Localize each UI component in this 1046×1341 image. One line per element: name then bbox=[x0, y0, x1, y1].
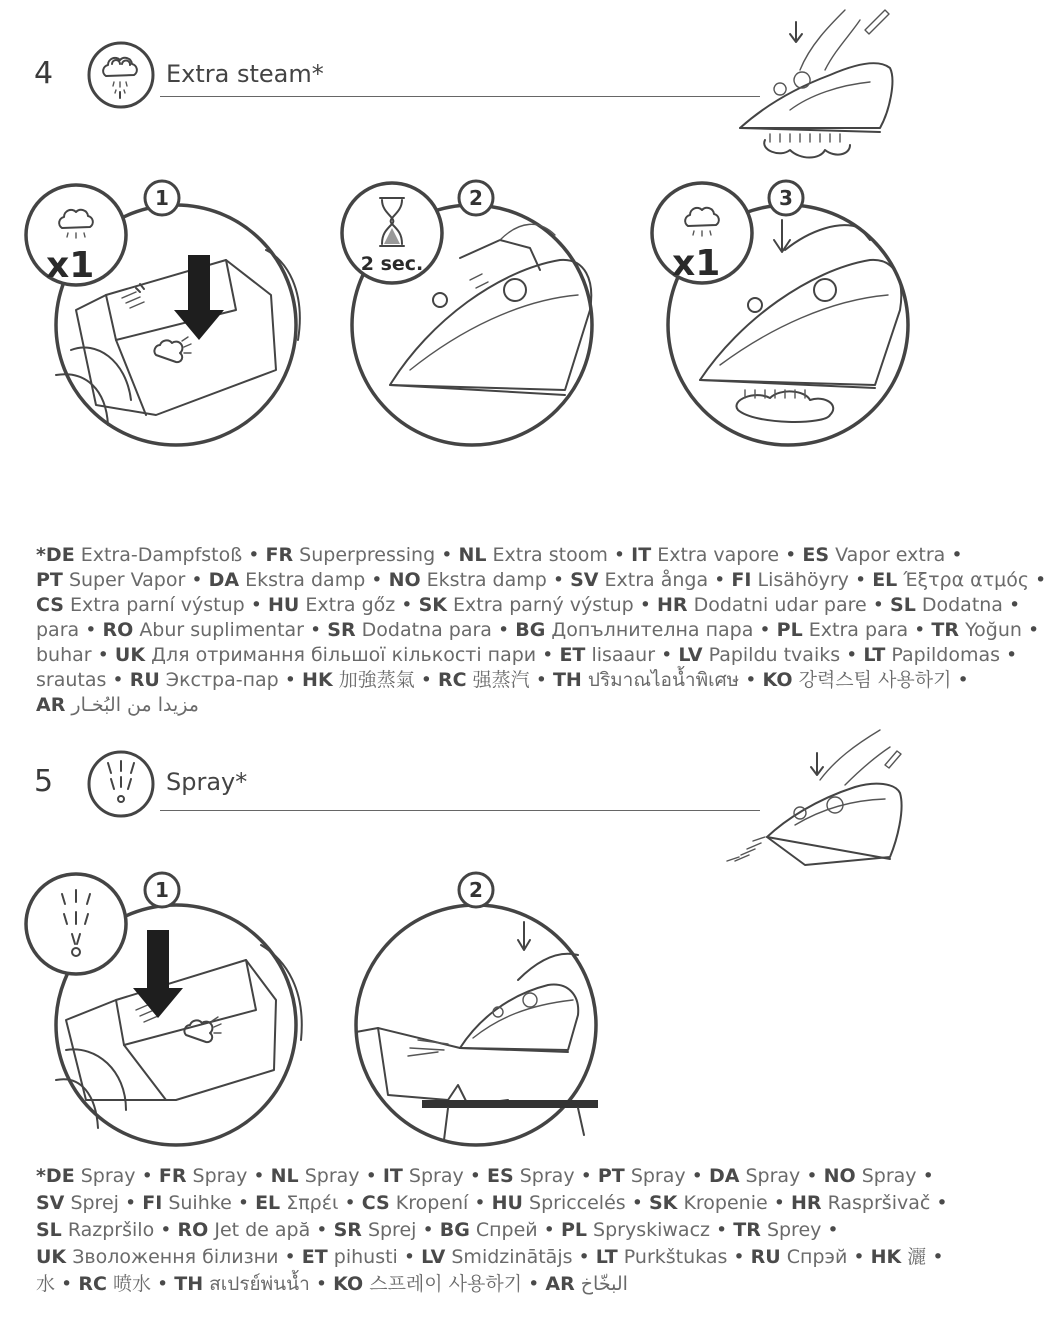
bullet-separator: • bbox=[303, 619, 328, 641]
language-code: PL bbox=[776, 619, 803, 641]
translation-line bbox=[36, 1217, 916, 1244]
language-code: HR bbox=[656, 594, 688, 616]
bullet-separator: • bbox=[739, 669, 763, 691]
translation-text: สเปรย์พ่นน้ำ bbox=[209, 1273, 310, 1295]
step-badge-1 bbox=[142, 178, 182, 218]
bullet-separator: • bbox=[1000, 644, 1018, 666]
language-code: SV bbox=[570, 569, 599, 591]
bullet-separator: • bbox=[185, 569, 209, 591]
language-code: RO bbox=[102, 619, 134, 641]
language-code: IT bbox=[382, 1165, 403, 1187]
language-code: DA bbox=[208, 569, 240, 591]
bullet-separator: • bbox=[1002, 594, 1021, 616]
step-3-count-label: x1 bbox=[672, 243, 721, 284]
language-code: SL bbox=[36, 1219, 62, 1241]
translation-text: Экстра-пар bbox=[165, 669, 279, 691]
language-code: NO bbox=[388, 569, 421, 591]
bullet-separator: • bbox=[79, 619, 103, 641]
language-code: RU bbox=[750, 1246, 781, 1268]
language-code: LV bbox=[678, 644, 703, 666]
translation-text: Sprej bbox=[70, 1192, 119, 1214]
bullet-separator: • bbox=[414, 669, 439, 691]
bullet-separator: • bbox=[945, 544, 963, 566]
language-code: HK bbox=[870, 1246, 902, 1268]
bullet-separator: • bbox=[118, 1192, 143, 1214]
spray-icon bbox=[86, 749, 156, 819]
translation-text: 加強蒸氣 bbox=[338, 669, 415, 691]
language-code: SR bbox=[333, 1219, 362, 1241]
bullet-separator: • bbox=[491, 619, 516, 641]
spray-translations bbox=[36, 1163, 948, 1298]
translation-line bbox=[36, 1244, 944, 1271]
language-code: RU bbox=[129, 669, 160, 691]
translation-text: Dodatna bbox=[921, 594, 1003, 616]
bullet-separator: • bbox=[150, 1273, 175, 1295]
bullet-separator: • bbox=[1021, 619, 1040, 641]
language-code: TH bbox=[552, 669, 582, 691]
language-code: FR bbox=[265, 544, 294, 566]
bullet-separator: • bbox=[463, 1165, 488, 1187]
bullet-separator: • bbox=[154, 1219, 178, 1241]
language-code: RO bbox=[177, 1219, 209, 1241]
language-code: AR bbox=[36, 694, 66, 716]
timer-label: 2 sec. bbox=[360, 253, 424, 275]
bullet-separator: • bbox=[91, 644, 115, 666]
iron-extra-steam-illustration bbox=[730, 0, 930, 170]
translation-text: Spray bbox=[80, 1165, 136, 1187]
spray-step-badge-1 bbox=[142, 870, 182, 910]
language-code: AR bbox=[545, 1273, 575, 1295]
translation-text: ปริมาณไอน้ำพิเศษ bbox=[587, 669, 740, 691]
language-code: FI bbox=[142, 1192, 163, 1214]
language-code: KO bbox=[333, 1273, 364, 1295]
bullet-separator: • bbox=[847, 1246, 871, 1268]
translation-line bbox=[36, 1163, 934, 1190]
language-code: HR bbox=[791, 1192, 822, 1214]
bullet-separator: • bbox=[365, 569, 389, 591]
translation-text: Spray bbox=[861, 1165, 917, 1187]
bullet-separator: • bbox=[848, 569, 873, 591]
language-code: SR bbox=[327, 619, 356, 641]
language-code: NL bbox=[270, 1165, 299, 1187]
translation-text: Extra vapore bbox=[657, 544, 780, 566]
language-code: EL bbox=[872, 569, 898, 591]
translation-text: البخّاخ bbox=[580, 1273, 628, 1295]
translation-text: Spryskiwacz bbox=[593, 1219, 710, 1241]
language-code: HK bbox=[302, 669, 333, 691]
section-title-spray: Spray* bbox=[166, 768, 248, 796]
translation-line bbox=[36, 668, 969, 693]
bullet-separator: • bbox=[309, 1273, 334, 1295]
language-code: HU bbox=[268, 594, 300, 616]
bullet-separator: • bbox=[247, 1165, 271, 1187]
bullet-separator: • bbox=[607, 544, 632, 566]
spray-step-badge-2 bbox=[456, 870, 496, 910]
language-code: SK bbox=[418, 594, 447, 616]
bullet-separator: • bbox=[338, 1192, 362, 1214]
bullet-separator: • bbox=[727, 1246, 751, 1268]
section-rule-spray bbox=[160, 810, 760, 811]
language-code: IT bbox=[631, 544, 652, 566]
translation-text: para bbox=[36, 619, 80, 641]
translation-text: 喷水 bbox=[112, 1273, 151, 1295]
bullet-separator: • bbox=[710, 1219, 734, 1241]
language-code: LV bbox=[421, 1246, 446, 1268]
bullet-separator: • bbox=[416, 1219, 440, 1241]
bullet-separator: • bbox=[435, 544, 459, 566]
language-code: KO bbox=[762, 669, 793, 691]
translation-line bbox=[36, 593, 1021, 618]
extra-steam-step-3-icon bbox=[650, 178, 760, 288]
translation-line bbox=[36, 693, 916, 718]
bullet-separator: • bbox=[135, 1165, 159, 1187]
bullet-separator: • bbox=[397, 1246, 422, 1268]
translation-text: Jet de apă bbox=[214, 1219, 311, 1241]
language-code: RC bbox=[438, 669, 467, 691]
bullet-separator: • bbox=[574, 1165, 598, 1187]
bullet-separator: • bbox=[625, 1192, 649, 1214]
bullet-separator: • bbox=[468, 1192, 492, 1214]
bullet-separator: • bbox=[930, 1192, 948, 1214]
bullet-separator: • bbox=[767, 1192, 791, 1214]
language-code: PL bbox=[560, 1219, 587, 1241]
translation-text: 스프레이 사용하기 bbox=[369, 1273, 523, 1295]
language-code: *DE bbox=[36, 544, 75, 566]
iron-spray-illustration bbox=[705, 725, 915, 875]
hourglass-timer-icon bbox=[340, 178, 450, 288]
bullet-separator: • bbox=[866, 594, 891, 616]
language-code: ES bbox=[802, 544, 830, 566]
extra-steam-translations bbox=[36, 543, 1046, 718]
translation-text: 强蒸汽 bbox=[472, 669, 530, 691]
translation-text: Extra gőz bbox=[305, 594, 396, 616]
translation-text: Razpršilo bbox=[67, 1219, 155, 1241]
translation-text: Raspršivač bbox=[827, 1192, 931, 1214]
language-code: SK bbox=[648, 1192, 678, 1214]
svg-text:2: 2 bbox=[469, 878, 483, 902]
bullet-separator: • bbox=[242, 544, 266, 566]
translation-text: 灑 bbox=[907, 1246, 927, 1268]
bullet-separator: • bbox=[278, 669, 303, 691]
language-code: TR bbox=[931, 619, 960, 641]
bullet-separator: • bbox=[685, 1165, 709, 1187]
language-code: ET bbox=[559, 644, 586, 666]
language-code: DA bbox=[708, 1165, 740, 1187]
translation-line bbox=[36, 543, 963, 568]
language-code: ET bbox=[301, 1246, 328, 1268]
bullet-separator: • bbox=[1029, 569, 1046, 591]
translation-text: Extra parní výstup bbox=[70, 594, 245, 616]
language-code: NO bbox=[823, 1165, 856, 1187]
bullet-separator: • bbox=[800, 1165, 824, 1187]
language-code: SL bbox=[890, 594, 916, 616]
translation-text: Зволоження білизни bbox=[72, 1246, 279, 1268]
translation-text: 강력스팀 사용하기 bbox=[798, 669, 952, 691]
bullet-separator: • bbox=[951, 669, 969, 691]
translation-line bbox=[36, 1271, 916, 1298]
translation-text: Spray bbox=[519, 1165, 575, 1187]
bullet-separator: • bbox=[536, 644, 560, 666]
svg-text:2: 2 bbox=[469, 186, 483, 210]
step-1-count-label: x1 bbox=[46, 245, 95, 286]
svg-text:1: 1 bbox=[155, 878, 169, 902]
extra-steam-icon bbox=[86, 40, 156, 110]
translation-text: Yoğun bbox=[965, 619, 1022, 641]
bullet-separator: • bbox=[529, 669, 553, 691]
translation-text: Spray bbox=[408, 1165, 464, 1187]
translation-text: Ekstra damp bbox=[245, 569, 366, 591]
translation-text: Σπρέι bbox=[286, 1192, 339, 1214]
bullet-separator: • bbox=[244, 594, 269, 616]
translation-text: Dodatna para bbox=[361, 619, 492, 641]
translation-text: Extra-Dampfstoß bbox=[80, 544, 243, 566]
translation-text: Для отримання більшої кількості пари bbox=[151, 644, 537, 666]
translation-text: Extra ånga bbox=[604, 569, 709, 591]
translation-text: Papildu tvaiks bbox=[708, 644, 841, 666]
translation-text: Spray bbox=[745, 1165, 801, 1187]
step-badge-2 bbox=[456, 178, 496, 218]
translation-text: Papildomas bbox=[891, 644, 1001, 666]
language-code: CS bbox=[36, 594, 64, 616]
translation-text: مزيدا من البُخـار bbox=[71, 694, 199, 716]
bullet-separator: • bbox=[753, 619, 777, 641]
translation-text: Спрэй bbox=[786, 1246, 848, 1268]
bullet-separator: • bbox=[708, 569, 732, 591]
translation-text: lisaaur bbox=[591, 644, 656, 666]
language-code: LT bbox=[595, 1246, 618, 1268]
bullet-separator: • bbox=[779, 544, 803, 566]
bullet-separator: • bbox=[522, 1273, 546, 1295]
translation-text: Super Vapor bbox=[68, 569, 186, 591]
translation-line bbox=[36, 568, 1046, 593]
bullet-separator: • bbox=[537, 1219, 561, 1241]
translation-text: Extra parný výstup bbox=[453, 594, 634, 616]
language-code: NL bbox=[458, 544, 487, 566]
bullet-separator: • bbox=[395, 594, 419, 616]
translation-line bbox=[36, 643, 1018, 668]
bullet-separator: • bbox=[908, 619, 932, 641]
translation-text: Sprey bbox=[766, 1219, 822, 1241]
bullet-separator: • bbox=[106, 669, 130, 691]
translation-text: Spriccelés bbox=[529, 1192, 626, 1214]
translation-text: Допълнителна пара bbox=[551, 619, 754, 641]
section-number-extra-steam: 4 bbox=[34, 56, 54, 91]
language-code: UK bbox=[114, 644, 146, 666]
bullet-separator: • bbox=[546, 569, 571, 591]
translation-text: Superpressing bbox=[299, 544, 436, 566]
language-code: PT bbox=[36, 569, 63, 591]
translation-text: Extra para bbox=[808, 619, 909, 641]
translation-text: Spray bbox=[192, 1165, 248, 1187]
step-badge-3 bbox=[766, 178, 806, 218]
language-code: TR bbox=[733, 1219, 761, 1241]
translation-text: Suihke bbox=[168, 1192, 232, 1214]
bullet-separator: • bbox=[310, 1219, 334, 1241]
translation-text: Spray bbox=[630, 1165, 686, 1187]
language-code: FR bbox=[158, 1165, 187, 1187]
bullet-separator: • bbox=[821, 1219, 839, 1241]
translation-text: buhar bbox=[36, 644, 92, 666]
bullet-separator: • bbox=[572, 1246, 596, 1268]
spray-step-1-icon bbox=[24, 864, 134, 974]
translation-text: Purkštukas bbox=[623, 1246, 728, 1268]
language-code: CS bbox=[361, 1192, 390, 1214]
translation-text: pihusti bbox=[333, 1246, 398, 1268]
bullet-separator: • bbox=[55, 1273, 79, 1295]
translation-text: Спрей bbox=[475, 1219, 538, 1241]
language-code: PT bbox=[597, 1165, 625, 1187]
language-code: BG bbox=[515, 619, 546, 641]
translation-text: Ekstra damp bbox=[426, 569, 547, 591]
translation-line bbox=[36, 618, 1040, 643]
bullet-separator: • bbox=[278, 1246, 302, 1268]
extra-steam-step-1-icon bbox=[24, 180, 134, 290]
translation-text: Smidzinātājs bbox=[451, 1246, 573, 1268]
section-title-extra-steam: Extra steam* bbox=[166, 60, 324, 88]
language-code: RC bbox=[78, 1273, 107, 1295]
translation-text: Sprej bbox=[367, 1219, 417, 1241]
translation-text: Spray bbox=[304, 1165, 360, 1187]
language-code: TH bbox=[174, 1273, 204, 1295]
svg-text:1: 1 bbox=[155, 186, 169, 210]
translation-text: Kropenie bbox=[683, 1192, 768, 1214]
bullet-separator: • bbox=[359, 1165, 383, 1187]
bullet-separator: • bbox=[231, 1192, 256, 1214]
bullet-separator: • bbox=[633, 594, 657, 616]
bullet-separator: • bbox=[655, 644, 679, 666]
spray-step-2-illustration bbox=[348, 900, 618, 1150]
language-code: BG bbox=[439, 1219, 470, 1241]
language-code: *DE bbox=[36, 1165, 75, 1187]
language-code: ES bbox=[487, 1165, 514, 1187]
language-code: SV bbox=[36, 1192, 65, 1214]
bullet-separator: • bbox=[840, 644, 864, 666]
bullet-separator: • bbox=[926, 1246, 944, 1268]
language-code: EL bbox=[255, 1192, 281, 1214]
translation-line bbox=[36, 1190, 948, 1217]
translation-text: Abur suplimentar bbox=[139, 619, 304, 641]
translation-text: srautas bbox=[36, 669, 107, 691]
translation-text: 水 bbox=[36, 1273, 56, 1295]
translation-text: Έξτρα ατμός bbox=[903, 569, 1030, 591]
section-number-spray: 5 bbox=[34, 764, 54, 799]
language-code: LT bbox=[863, 644, 886, 666]
translation-text: Dodatni udar pare bbox=[693, 594, 867, 616]
language-code: UK bbox=[36, 1246, 67, 1268]
translation-text: Extra stoom bbox=[492, 544, 608, 566]
translation-text: Kropení bbox=[395, 1192, 469, 1214]
language-code: HU bbox=[491, 1192, 523, 1214]
translation-text: Vapor extra bbox=[835, 544, 946, 566]
translation-text: Lisähöyry bbox=[757, 569, 849, 591]
bullet-separator: • bbox=[916, 1165, 934, 1187]
language-code: FI bbox=[731, 569, 752, 591]
section-rule-extra-steam bbox=[160, 96, 760, 97]
svg-text:3: 3 bbox=[779, 186, 793, 210]
